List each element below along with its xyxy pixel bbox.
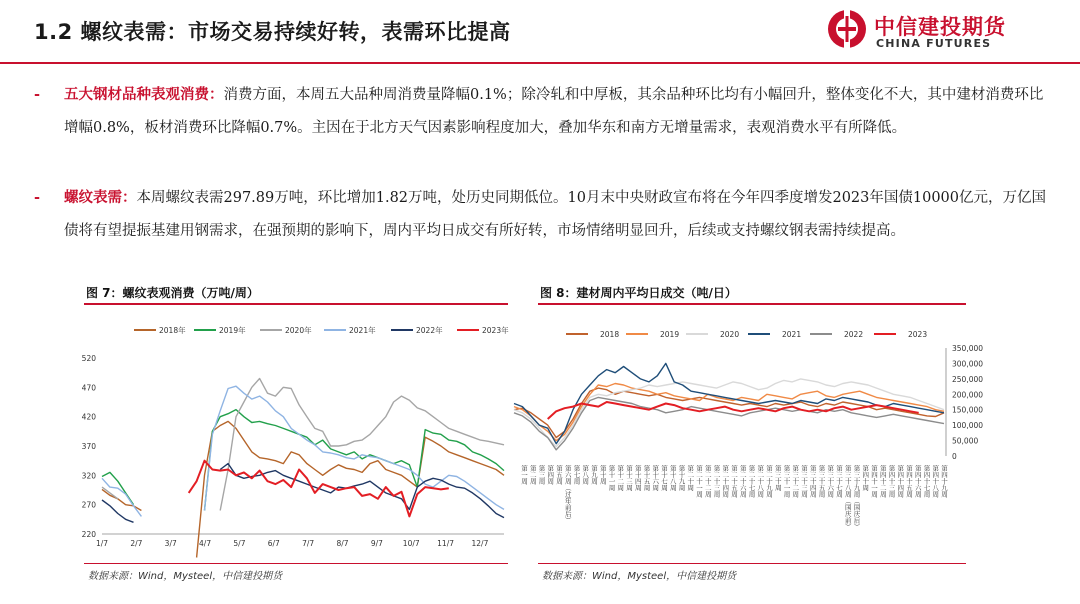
x-tick-label: 第五周 [555,465,563,485]
x-tick-label: 第十八周 [668,465,677,491]
x-tick-label: 第二十三周 [712,465,721,498]
x-tick-label: 3/7 [164,539,177,548]
x-tick-label: 第三十三周 [800,465,808,498]
x-tick-label: 第一周 [520,465,528,485]
x-tick-label: 第三十二周 [791,465,800,498]
legend-label: 2021 [782,330,802,339]
x-tick-label: 第十二周 [616,465,625,491]
bullet-lead: 五大钢材品种表观消费： [64,86,224,103]
figure-7-bottom-rule [84,563,508,564]
page-title: 1.2 螺纹表需：市场交易持续好转，表需环比提高 [34,20,511,44]
x-tick-label: 第二十二周 [703,465,712,498]
y-tick-label: 200,000 [952,390,984,400]
legend-label: 2023年 [482,326,509,335]
x-tick-label: 第二十四周 [721,465,730,498]
x-tick-label: 11/7 [437,539,455,548]
figure-8-chart [506,308,1006,562]
bullet-rebar-demand [34,181,1054,248]
legend-label: 2022年 [416,326,443,335]
x-tick-label: 第二十六周 [738,465,747,498]
x-tick-label: 第四周 [546,465,555,485]
x-tick-label: 第四十九周 [940,465,948,498]
x-tick-label: 第八周 [581,465,590,485]
x-tick-label: 第三十六周 [826,465,835,498]
series-line-2023 [548,402,919,419]
x-tick-label: 第四十七周 [922,465,931,498]
x-tick-label: 第二十周 [686,465,695,491]
y-tick-label: 470 [81,383,96,393]
x-tick-label: 第四十一周 [870,465,878,498]
x-tick-label: 第四十五周 [905,465,913,498]
legend-label: 2020年 [285,326,312,335]
x-tick-label: 第四十四周 [896,465,905,498]
bullet-text: 消费方面，本周五大品种周消费量降幅0.1%；除冷轧和中厚板，其余品种环比均有小幅回升，整体变化不大，其中建材消费环比增幅0.8%，板材消费环比降幅0.7%。主因在于北方天气因素影响程度加大，叠加华东和南方无增量需求，表观消费水平有所降低。 [64,87,1044,136]
logo-chinese-name: 中信建投期货 [874,15,1006,39]
legend-label: 2020 [720,330,740,339]
x-tick-label: 第十一周 [607,465,616,491]
y-tick-label: 220 [81,530,96,539]
x-tick-label: 第十六周 [651,465,660,491]
bullet-marker: - [34,86,41,103]
x-tick-label: 第四十二周 [878,465,887,498]
x-tick-label: 第三十周 [773,465,782,491]
x-tick-label: 第十五周 [642,465,651,491]
x-tick-label: 第三十七周 [835,465,843,498]
legend-label: 2019年 [219,326,246,335]
y-tick-label: 0 [952,452,957,461]
series-line-2021年 [102,386,504,516]
y-tick-label: 270 [81,500,96,510]
x-tick-label: 9/7 [370,539,383,548]
x-tick-label: 7/7 [302,539,315,548]
x-tick-label: 第二十八周 [756,465,765,498]
y-tick-label: 370 [81,442,96,451]
x-tick-label: 5/7 [233,539,246,548]
x-tick-label: 10/7 [402,539,420,548]
x-tick-label: 第四十三周 [887,465,896,498]
x-tick-label: 第三十九周（国庆后） [852,465,861,530]
x-tick-label: 4/7 [199,539,212,548]
legend-label: 2019 [660,330,680,339]
y-tick-label: 250,000 [952,374,984,384]
x-tick-label: 第二十九周 [765,465,773,498]
x-tick-label: 第十七周 [660,465,668,491]
brand-logo [826,8,1066,56]
x-tick-label: 6/7 [267,539,280,548]
figure-7-chart [81,308,510,562]
x-tick-label: 第六周（过年前后） [563,465,572,524]
x-tick-label: 2/7 [130,539,143,548]
figure-8-source: 数据来源：Wind，Mysteel，中信建投期货 [542,571,737,582]
bullet-five-steel-consumption [34,78,1054,145]
x-tick-label: 第四十周 [861,465,870,491]
figure-8-top-rule [538,303,966,305]
series-line-2020年 [102,379,504,511]
x-tick-label: 第九周 [590,465,598,485]
x-tick-label: 第三十四周 [808,465,817,498]
legend-label: 2018年 [159,326,186,335]
x-tick-label: 8/7 [336,539,349,548]
x-tick-label: 第三十八周（国庆前） [843,465,852,530]
x-tick-label: 第十三周 [625,465,633,491]
figure-7-title: 图 7：螺纹表观消费（万吨/周） [86,286,259,300]
legend-label: 2022 [844,330,864,339]
y-tick-label: 150,000 [952,405,984,415]
figure-7-source: 数据来源：Wind，Mysteel，中信建投期货 [88,571,283,582]
x-tick-label: 第二十七周 [747,465,756,498]
x-tick-label: 第四十八周 [931,465,940,498]
series-line-2019 [514,384,944,441]
header-divider [0,62,1080,64]
y-tick-label: 50,000 [952,436,979,446]
legend-label: 2023 [908,330,928,339]
citic-logo-icon [826,8,868,50]
x-tick-label: 第七周 [572,465,581,485]
figure-8-bottom-rule [538,563,966,564]
x-tick-label: 第四十六周 [913,465,922,498]
y-tick-label: 520 [81,354,96,363]
figure-7-top-rule [84,303,508,305]
x-tick-label: 1/7 [95,539,109,548]
y-tick-label: 100,000 [952,421,984,431]
x-tick-label: 12/7 [471,539,489,548]
figure-8-title: 图 8：建材周内平均日成交（吨/日） [540,286,737,300]
bullet-text: 本周螺纹表需297.89万吨，环比增加1.82万吨，处历史同期低位。10月末中央财政宣布将在今年四季度增发2023年国债10000亿元，万亿国债将有望提振基建用钢需求，在强预期的影响下，周内平均日成交有所好转，市场情绪明显回升，后续或支持螺纹钢表需持续提高。 [64,190,1046,239]
x-tick-label: 第二十五周 [730,465,738,498]
logo-english-name: CHINA FUTURES [876,37,992,50]
y-tick-label: 320 [81,471,96,481]
x-tick-label: 第三周 [537,465,546,485]
y-tick-label: 300,000 [952,359,984,369]
x-tick-label: 第二十一周 [695,465,703,498]
x-tick-label: 第二周 [528,465,537,485]
x-tick-label: 第三十一周 [782,465,791,498]
legend-label: 2018 [600,330,620,339]
y-tick-label: 420 [81,412,96,422]
x-tick-label: 第十四周 [633,465,642,491]
x-tick-label: 第十周 [598,465,607,485]
legend-label: 2021年 [349,326,376,335]
x-tick-label: 第三十五周 [817,465,826,498]
bullet-lead: 螺纹表需： [64,189,137,206]
y-tick-label: 350,000 [952,344,984,353]
x-tick-label: 第十九周 [677,465,686,491]
bullet-marker: - [34,189,41,206]
